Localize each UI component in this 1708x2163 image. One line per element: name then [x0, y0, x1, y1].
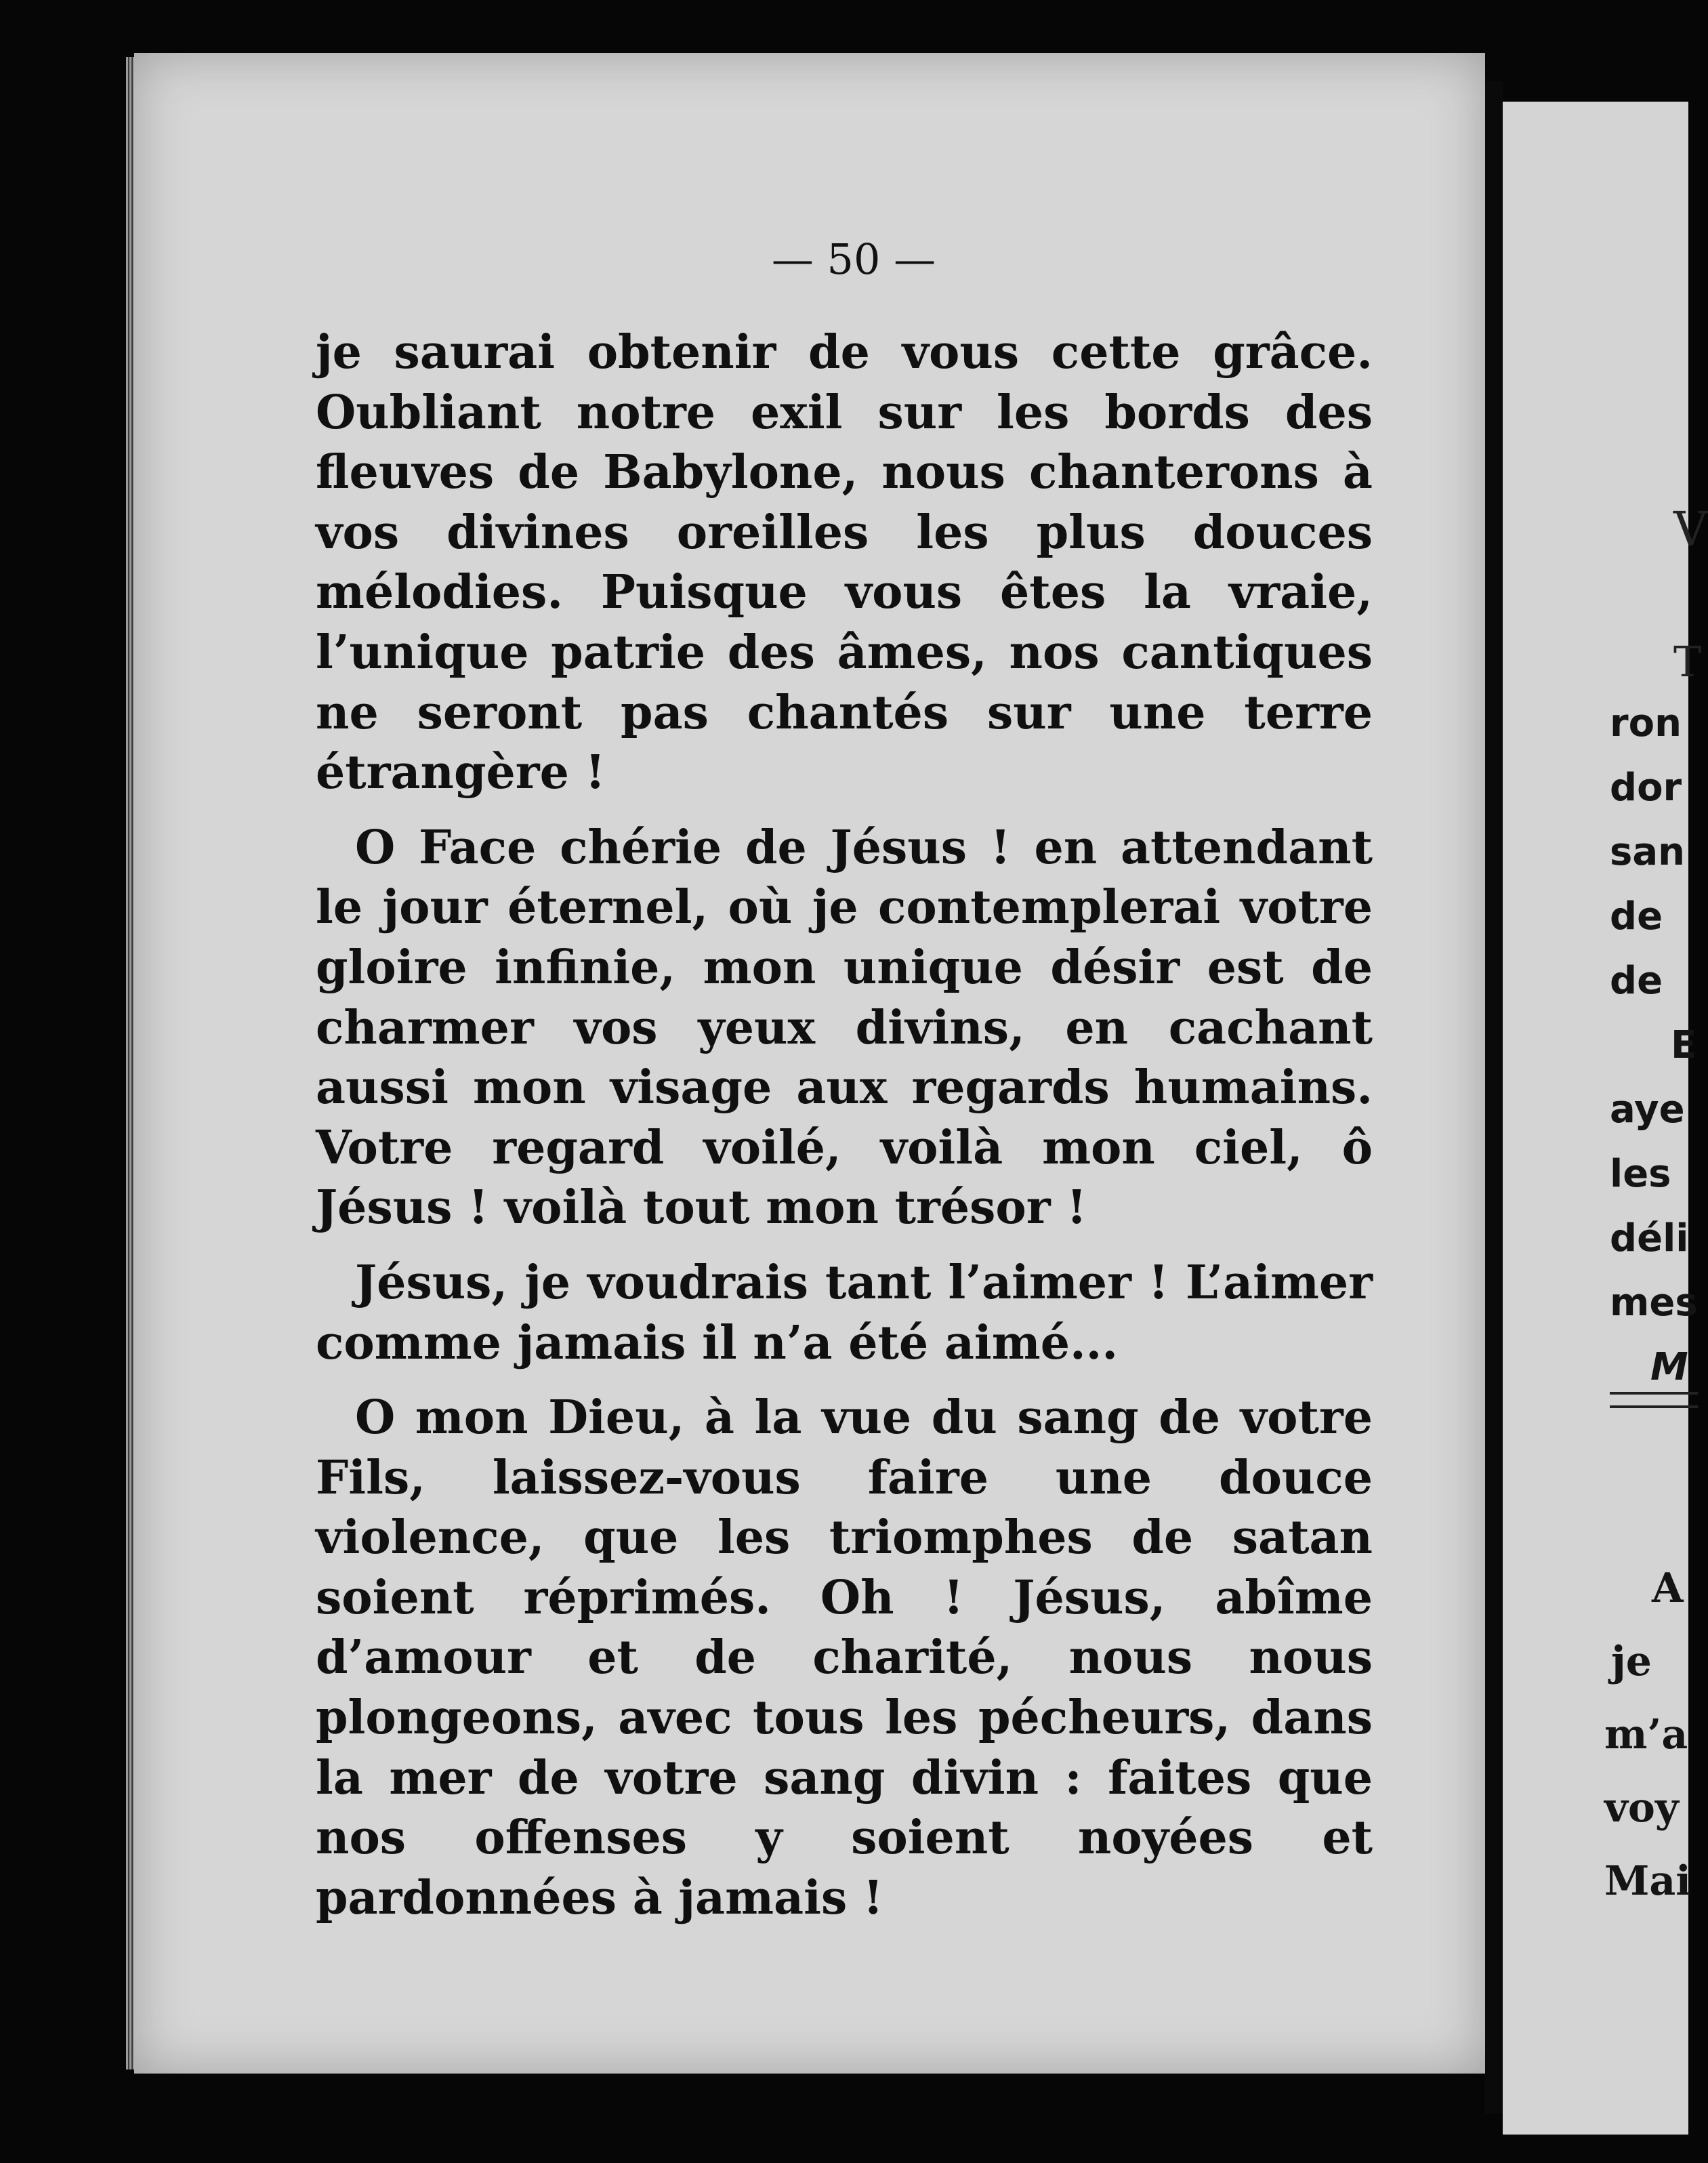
- right-line: aye: [1610, 1088, 1685, 1132]
- right-line: dor: [1610, 766, 1682, 810]
- right-page-fragment-t: T: [1673, 637, 1702, 686]
- right-line: ron: [1610, 701, 1682, 745]
- right-line: je: [1611, 1638, 1652, 1685]
- paragraph-3: Jésus, je voudrais tant l’aimer ! L’aimer comme jamais il n’a été aimé...: [316, 1255, 1373, 1370]
- paragraph-4: O mon Dieu, à la vue du sang de votre Fils, laissez-vous faire une douce violence, que les triomphes de satan soient réprimés. Oh ! Jésus, abîme d’amour et de charité, nous nous plongeons, avec tous les pécheurs, dans la mer de votre sang divin : faites que nos offenses y soient noyées et pardonnées à jamais !: [316, 1390, 1373, 1925]
- right-page-column-a: [1610, 691, 1705, 1399]
- right-line: M: [1650, 1345, 1688, 1389]
- paragraph-2: O Face chérie de Jésus ! en attendant le jour éternel, où je contemplerai votre gloire infinie, mon unique désir est de charmer vos yeux divins, en cachant aussi mon visage aux regards humains. Votre regard voilé, voilà mon ciel, ô Jésus ! voilà tout mon trésor !: [316, 820, 1373, 1235]
- page-number: — 50 —: [771, 234, 936, 284]
- right-line: de: [1610, 959, 1663, 1003]
- body-text: [316, 323, 1373, 1928]
- right-line: de: [1610, 894, 1663, 939]
- right-line: san: [1610, 830, 1685, 874]
- right-line: E: [1671, 1023, 1697, 1067]
- right-line: mes: [1610, 1281, 1698, 1325]
- right-line: déli: [1610, 1216, 1689, 1260]
- right-page-fragment-v: V: [1673, 501, 1708, 557]
- paragraph-1: je saurai obtenir de vous cette grâce. Oubliant notre exil sur les bords des fleuves de Babylone, nous chanterons à vos divines oreilles les plus douces mélodies. Puisque vous êtes la vraie, l’unique patrie des âmes, nos cantiques ne seront pas chantés sur une terre étrangère !: [316, 325, 1373, 800]
- right-line: les: [1610, 1152, 1671, 1196]
- right-line: A: [1652, 1565, 1684, 1612]
- right-line: m’a: [1604, 1711, 1688, 1758]
- right-line: Mai: [1604, 1857, 1692, 1905]
- book-gutter: [1485, 81, 1503, 2114]
- right-page-column-b: [1604, 1552, 1691, 1918]
- double-rule: [1610, 1392, 1698, 1408]
- right-line: voy: [1604, 1784, 1679, 1832]
